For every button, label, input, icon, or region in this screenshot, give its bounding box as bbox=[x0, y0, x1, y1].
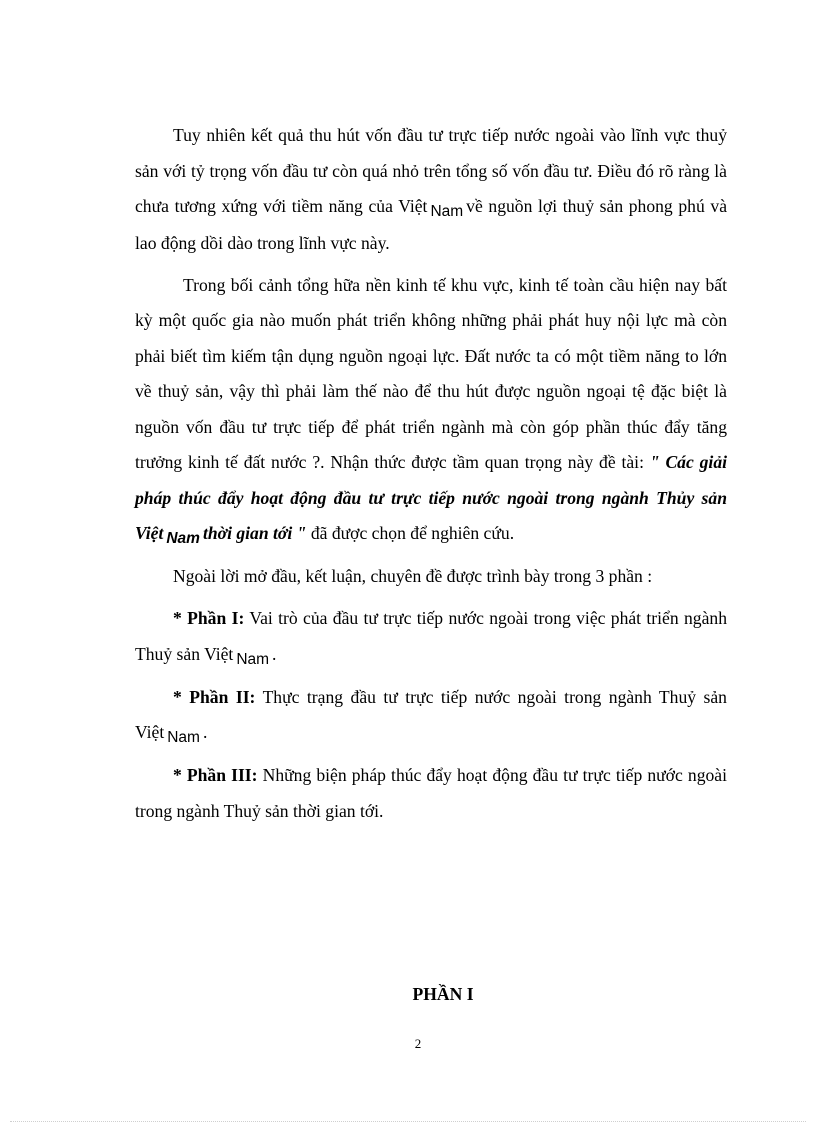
part-3-item bbox=[135, 758, 727, 829]
paragraph-intro-text: Tuy nhiên kết quả thu hút vốn đầu tư trực tiếp nước ngoài vào lĩnh vực thuỷ sản với tỷ trọng vốn đầu tư còn quá nhỏ trên tổng số vốn đầu tư. Điều đó rõ ràng là chưa tương xứng với tiềm năng của Việt bbox=[135, 125, 727, 216]
paragraph-intro-text-end: về nguồn lợi thuỷ sản phong phú và lao động dồi dào trong lĩnh vực này. bbox=[135, 196, 727, 253]
paragraph-intro bbox=[135, 118, 727, 261]
thesis-title-part-a: " Các giải pháp thúc đẩy hoạt động đầu tư trực tiếp nước ngoài trong ngành Thủy sản Việt bbox=[135, 452, 728, 543]
country-name-nam: Nam bbox=[236, 650, 270, 668]
section-heading: PHẦN I bbox=[412, 984, 474, 1004]
part-1-text: Vai trò của đầu tư trực tiếp nước ngoài trong việc phát triển ngành Thuỷ sản Việt bbox=[135, 608, 727, 664]
part-1-end: . bbox=[272, 643, 277, 664]
part-2-text: Thực trạng đầu tư trực tiếp nước ngoài trong ngành Thuỷ sản Việt bbox=[135, 686, 727, 742]
country-name-nam: Nam bbox=[167, 729, 200, 746]
page-bottom-divider bbox=[10, 1121, 806, 1122]
paragraph-structure bbox=[135, 559, 727, 595]
paragraph-context-text-end: đã được chọn để nghiên cứu. bbox=[310, 523, 515, 543]
country-name-nam: Nam bbox=[166, 530, 200, 547]
thesis-title-part-b: thời gian tới " bbox=[202, 523, 307, 543]
part-1-item bbox=[135, 601, 727, 673]
part-2-label: * Phần II: bbox=[173, 686, 256, 707]
page-number: 2 bbox=[414, 1036, 422, 1051]
document-body bbox=[135, 118, 727, 836]
country-name-nam: Nam bbox=[430, 203, 464, 220]
paragraph-context-text: Trong bối cảnh tổng hữa nền kinh tế khu vực, kinh tế toàn cầu hiện nay bất kỳ một quốc gia nào muốn phát triển không những phải phát huy nội lực mà còn phải biết tìm kiếm tận dụng nguồn ngoại lực. Đất nước ta có một tiềm năng to lớn về thuỷ sản, vậy thì phải làm thế nào để thu hút được nguồn ngoại tệ đặc biệt là nguồn vốn đầu tư trực tiếp để phát triển ngành mà còn góp phần thúc đẩy tăng trưởng kinh tế đất nước ?. Nhận thức được tầm quan trọng này đề tài: bbox=[135, 274, 727, 472]
part-1-label: * Phần I: bbox=[173, 608, 245, 628]
part-3-label: * Phần III: bbox=[173, 765, 258, 785]
part-3-text: Những biện pháp thúc đẩy hoạt động đầu tư trực tiếp nước ngoài trong ngành Thuỷ sản thời gian tới. bbox=[135, 765, 727, 821]
part-2-item bbox=[135, 680, 727, 752]
part-2-end: . bbox=[202, 722, 208, 742]
paragraph-context bbox=[135, 268, 727, 553]
paragraph-structure-text: Ngoài lời mở đầu, kết luận, chuyên đề được trình bày trong 3 phần : bbox=[173, 566, 653, 586]
